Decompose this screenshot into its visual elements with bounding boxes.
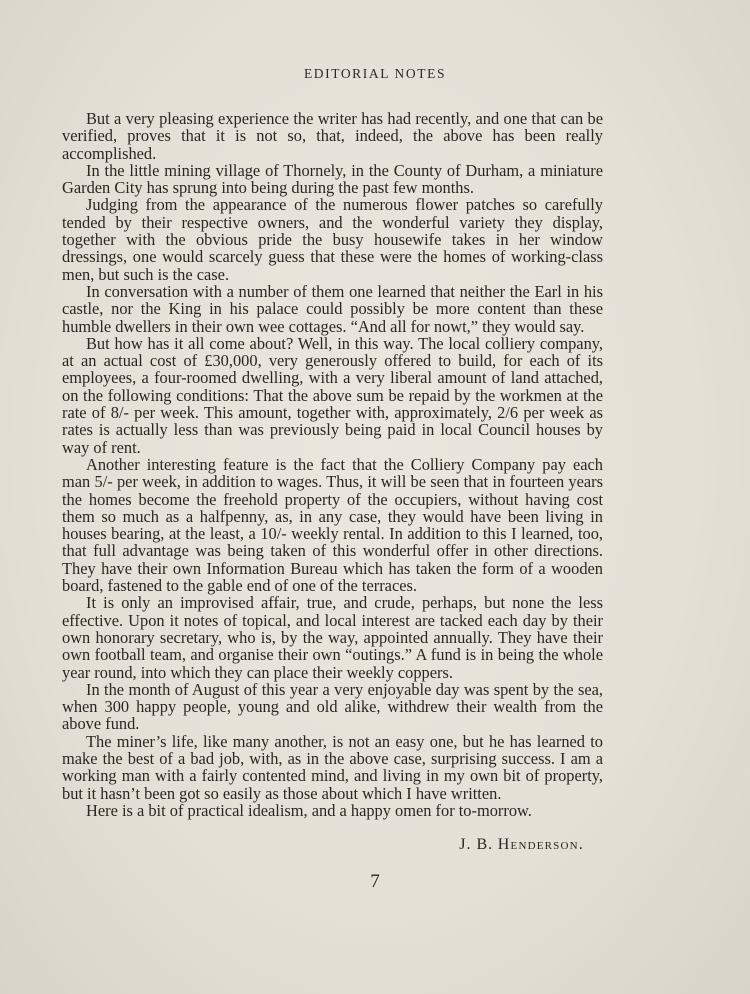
paragraph: It is only an improvised affair, true, and crude, perhaps, but none the less effective. Upon it notes of topical, and local interest are tacked each day by their own honorary secretary, who is, by the way, appointed annually. They have their own football team, and organise their own “outings.” A fund is in being the whole year round, into which they can place their weekly coppers.: [62, 593, 603, 682]
paragraph: Another interesting feature is the fact that the Colliery Company pay each man 5/- per week, in addition to wages. Thus, it will be seen that in fourteen years the homes become the freehold property of the occupiers, without having cost them so much as a halfpenny, as, in any case, they would have been living in houses bearing, at the least, a 10/- weekly rental. In addition to this I learned, too, that full advantage was being taken of this wonderful offer in other directions. They have their own Information Bureau which has taken the form of a wooden board, fastened to the gable end of one of the terraces.: [62, 454, 603, 596]
author-signature: [459, 836, 584, 854]
paragraph: In the month of August of this year a very enjoyable day was spent by the sea, when 300 happy people, young and old alike, withdrew their wealth from the above fund.: [62, 679, 603, 734]
paragraph: Here is a bit of practical idealism, and a happy omen for to-morrow.: [86, 800, 532, 820]
paragraph: But a very pleasing experience the writer has had recently, and one that can be verified, proves that it is not so, that, indeed, the above has been really accomplished.: [62, 109, 603, 163]
paragraph: But how has it all come about? Well, in this way. The local colliery company, at an actual cost of £30,000, very generously offered to build, for each of its employees, a four-roomed dwelling, with a very liberal amount of land attached, on the following conditions: That the above sum be repaid by the workmen at the rate of 8/- per week. This amount, together with, approximately, 2/6 per week as rates is actually less than was previously being paid in local Council houses by way of rent.: [62, 333, 603, 457]
paragraph: The miner’s life, like many another, is not an easy one, but he has learned to make the best of a bad job, with, as in the above case, surprising success. I am a working man with a fairly contented mind, and living in my own bit of property, but it hasn’t been got so easily as those about which I have written.: [62, 731, 603, 803]
paragraph: In conversation with a number of them one learned that neither the Earl in his castle, nor the King in his palace could possibly be more content than these humble dwellers in their own wee cottages. “And all for nowt,” they would say.: [62, 281, 603, 336]
paragraph: Judging from the appearance of the numerous flower patches so carefully tended by their respective owners, and the wonderful variety they display, together with the obvious pride the busy housewife takes in her window dressings, one would scarcely guess that these were the homes of working-class men, but such is the case.: [62, 195, 603, 284]
running-title: EDITORIAL NOTES: [303, 66, 447, 81]
author-surname: Henderson.: [497, 836, 584, 853]
author-initials: J. B.: [459, 836, 494, 853]
article-body: [62, 110, 603, 819]
paragraph: In the little mining village of Thornely, in the County of Durham, a miniature Garden City has sprung into being during the past few months.: [62, 160, 603, 198]
page-number: 7: [370, 871, 380, 892]
